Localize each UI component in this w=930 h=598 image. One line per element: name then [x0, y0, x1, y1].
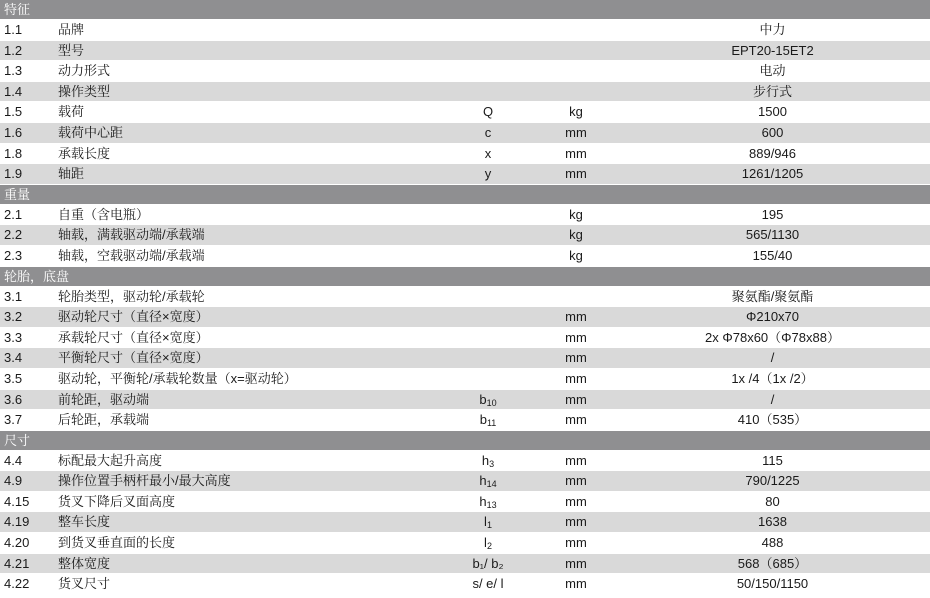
table-row [0, 554, 930, 575]
row-description: 轴载，空载驱动端/承载端 [58, 247, 205, 263]
symbol-text: b₁/ b₂ [472, 555, 504, 571]
symbol-subscript: 14 [486, 479, 497, 490]
row-number: 3.1 [4, 288, 23, 304]
symbol-subscript: 11 [486, 418, 497, 429]
table-row [0, 246, 930, 267]
row-number: 3.2 [4, 309, 23, 325]
row-unit: mm [565, 493, 587, 509]
table-row [0, 492, 930, 513]
row-number: 3.7 [4, 412, 23, 428]
row-unit: mm [565, 145, 587, 161]
section-header: 特征 [0, 0, 930, 20]
table-row [0, 144, 930, 165]
table-row [0, 574, 930, 595]
row-value: 568（685） [737, 555, 808, 571]
symbol-text: l [484, 514, 487, 530]
symbol-text: y [484, 166, 492, 182]
row-unit: mm [565, 124, 587, 140]
row-value: 410（535） [737, 412, 808, 428]
table-row [0, 20, 930, 41]
table-row [0, 102, 930, 123]
row-unit: mm [565, 452, 587, 468]
table-row [0, 451, 930, 472]
table-row [0, 512, 930, 533]
row-unit: mm [565, 309, 587, 325]
row-unit: mm [565, 370, 587, 386]
table-row [0, 61, 930, 82]
row-number: 1.2 [4, 42, 23, 58]
row-description: 轴距 [58, 166, 85, 182]
row-number: 4.21 [4, 555, 30, 571]
table-row [0, 41, 930, 62]
row-description: 货叉尺寸 [58, 576, 111, 592]
row-description: 承载长度 [58, 145, 111, 161]
row-value: / [770, 350, 775, 366]
row-value: 565/1130 [745, 227, 800, 243]
symbol-subscript: 1 [486, 520, 492, 531]
row-number: 1.4 [4, 83, 23, 99]
row-value: 1261/1205 [741, 166, 804, 182]
row-number: 4.20 [4, 535, 30, 551]
row-number: 3.4 [4, 350, 23, 366]
row-description: 自重（含电瓶） [58, 206, 150, 222]
row-value: 600 [761, 124, 784, 140]
row-number: 2.2 [4, 227, 23, 243]
table-row [0, 533, 930, 554]
symbol-text: x [484, 145, 492, 161]
symbol-subscript: 2 [486, 541, 492, 552]
row-value: 1500 [758, 104, 787, 120]
row-value: 889/946 [749, 145, 796, 161]
row-value: EPT20-15ET2 [731, 42, 814, 58]
symbol-text: b [479, 391, 487, 407]
row-description: 驱动轮尺寸（直径×宽度） [58, 309, 209, 325]
table-row [0, 471, 930, 492]
row-unit: mm [565, 555, 587, 571]
row-value: 步行式 [752, 83, 792, 99]
row-number: 2.1 [4, 206, 23, 222]
symbol-text: Q [482, 104, 494, 120]
section-header: 轮胎，底盘 [0, 267, 930, 287]
symbol-text: b [479, 412, 487, 428]
row-unit: kg [569, 206, 583, 222]
row-number: 3.5 [4, 370, 23, 386]
table-row [0, 164, 930, 185]
row-description: 货叉下降后叉面高度 [58, 493, 176, 509]
row-unit: mm [565, 329, 587, 345]
row-value: 1x /4（1x /2） [731, 370, 814, 386]
row-unit: mm [565, 576, 587, 592]
row-description: 整车长度 [58, 514, 111, 530]
table-row [0, 82, 930, 103]
row-description: 载荷 [58, 104, 85, 120]
row-description: 型号 [58, 42, 85, 58]
row-value: 2x Φ78x60（Φ78x88） [705, 329, 840, 345]
row-description: 载荷中心距 [58, 124, 124, 140]
symbol-text: s/ e/ l [472, 576, 504, 592]
table-row [0, 410, 930, 431]
row-unit: kg [569, 247, 583, 263]
table-row [0, 348, 930, 369]
row-unit: kg [569, 104, 583, 120]
row-number: 1.5 [4, 104, 23, 120]
row-symbol [440, 574, 536, 598]
row-value: 155/40 [752, 247, 793, 263]
symbol-text: l [484, 535, 487, 551]
row-description: 平衡轮尺寸（直径×宽度） [58, 350, 209, 366]
row-description: 标配最大起升高度 [58, 452, 163, 468]
row-number: 4.9 [4, 473, 23, 489]
symbol-subscript: 10 [486, 397, 497, 408]
row-value: 1638 [758, 514, 787, 530]
row-number: 1.8 [4, 145, 23, 161]
row-description: 到货叉垂直面的长度 [58, 535, 176, 551]
symbol-text: h [479, 473, 487, 489]
row-number: 3.6 [4, 391, 23, 407]
row-description: 承载轮尺寸（直径×宽度） [58, 329, 209, 345]
row-number: 4.19 [4, 514, 30, 530]
row-description: 轮胎类型，驱动轮/承载轮 [58, 288, 205, 304]
row-value: 中力 [759, 22, 786, 37]
row-value: 790/1225 [745, 473, 800, 489]
symbol-text: h [481, 452, 490, 468]
row-unit: mm [565, 514, 587, 530]
table-row [0, 369, 930, 390]
row-unit: mm [565, 166, 587, 182]
row-value: Φ210x70 [745, 309, 800, 325]
row-description: 操作位置手柄杆最小/最大高度 [58, 473, 231, 489]
row-value: 115 [762, 452, 783, 468]
row-number: 1.9 [4, 166, 23, 182]
row-unit: mm [565, 473, 587, 489]
row-number: 4.4 [4, 452, 23, 468]
row-description: 动力形式 [58, 63, 111, 79]
row-description: 前轮距，驱动端 [58, 391, 150, 407]
table-row [0, 123, 930, 144]
table-row [0, 307, 930, 328]
row-number: 2.3 [4, 247, 23, 263]
symbol-subscript: 13 [486, 499, 497, 510]
row-unit: kg [569, 227, 583, 243]
table-row [0, 205, 930, 226]
symbol-text: c [484, 124, 492, 140]
row-symbol [440, 164, 536, 188]
row-value: / [770, 391, 775, 407]
row-number: 1.3 [4, 63, 23, 79]
row-description: 操作类型 [58, 83, 111, 99]
row-value: 电动 [759, 63, 786, 79]
symbol-text: h [479, 493, 487, 509]
table-row [0, 225, 930, 246]
row-description: 整体宽度 [58, 555, 111, 571]
row-value: 聚氨酯/聚氨酯 [731, 288, 814, 304]
section-header: 重量 [0, 185, 930, 205]
row-number: 1.1 [4, 22, 23, 37]
row-description: 品牌 [58, 22, 85, 37]
row-value: 488 [761, 535, 784, 551]
row-number: 1.6 [4, 124, 23, 140]
row-value: 80 [765, 493, 780, 509]
row-unit: mm [565, 391, 587, 407]
row-description: 轴载，满载驱动端/承载端 [58, 227, 205, 243]
row-value: 195 [761, 206, 784, 222]
row-number: 3.3 [4, 329, 23, 345]
row-description: 驱动轮，平衡轮/承载轮数量（x=驱动轮） [58, 370, 297, 386]
row-number: 4.15 [4, 493, 30, 509]
row-number: 4.22 [4, 576, 30, 592]
section-header: 尺寸 [0, 431, 930, 451]
row-unit: mm [565, 350, 587, 366]
table-row [0, 287, 930, 308]
row-description: 后轮距，承载端 [58, 412, 150, 428]
row-value: 50/150/1150 [736, 576, 809, 592]
row-unit: mm [565, 535, 587, 551]
symbol-subscript: 3 [489, 458, 495, 469]
row-unit: mm [565, 412, 587, 428]
row-symbol [440, 410, 536, 434]
table-row [0, 390, 930, 411]
table-row [0, 328, 930, 349]
